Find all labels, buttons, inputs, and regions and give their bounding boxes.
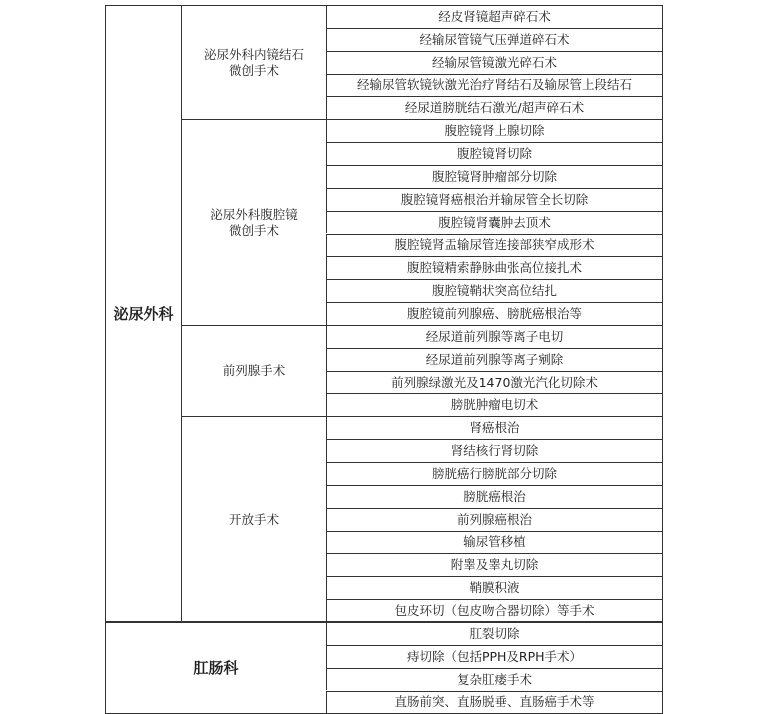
- procedure-name: 腹腔镜肾癌根治并输尿管全长切除: [400, 191, 589, 207]
- department-name: 肛肠科: [193, 659, 239, 678]
- procedure-cell: [326, 348, 662, 371]
- procedure-cell: [326, 668, 662, 691]
- procedure-name: 膀胱癌根治: [463, 488, 526, 504]
- procedure-name: 经皮肾镜超声碎石术: [438, 8, 551, 24]
- procedure-name: 鞘膜积液: [469, 580, 520, 596]
- group-name-line: 泌尿外科内镜结石: [203, 46, 304, 62]
- procedure-name: 肛裂切除: [469, 625, 520, 641]
- procedure-cell: [326, 599, 662, 622]
- procedure-cell: [326, 371, 662, 394]
- procedure-name: 腹腔镜前列腺癌、膀胱癌根治等: [406, 305, 582, 321]
- procedure-name: 腹腔镜肾切除: [456, 146, 532, 162]
- procedure-name: 腹腔镜肾上腺切除: [444, 123, 545, 139]
- procedure-name: 经输尿管镜激光碎石术: [431, 54, 557, 70]
- procedure-name: 经输尿管软镜钬激光治疗肾结石及输尿管上段结石: [356, 77, 632, 93]
- procedure-cell: [326, 393, 662, 416]
- procedure-name: 前列腺癌根治: [456, 511, 532, 527]
- group-cell: [181, 5, 326, 119]
- procedure-cell: [326, 439, 662, 462]
- procedure-cell: [326, 325, 662, 348]
- procedure-cell: [326, 508, 662, 531]
- procedure-name: 膀胱肿瘤电切术: [450, 397, 539, 413]
- procedure-name: 痔切除（包括PPH及RPH手术）: [406, 648, 583, 664]
- procedure-cell: [326, 302, 662, 325]
- procedure-cell: [326, 576, 662, 599]
- procedure-name: 腹腔镜肾囊肿去顶术: [438, 214, 551, 230]
- table-right-border: [662, 5, 663, 713]
- procedure-cell: [326, 462, 662, 485]
- procedure-cell: [326, 142, 662, 165]
- procedure-cell: [326, 96, 662, 119]
- group-name-line: 开放手术: [228, 511, 279, 527]
- procedure-cell: [326, 416, 662, 439]
- procedure-cell: [326, 645, 662, 668]
- group-name-line: 微创手术: [228, 222, 279, 238]
- procedure-cell: [326, 165, 662, 188]
- procedure-name: 直肠前突、直肠脱垂、直肠癌手术等: [394, 694, 595, 710]
- group-name-line: 泌尿外科腹腔镜: [210, 206, 298, 222]
- procedure-name: 膀胱癌行膀胱部分切除: [431, 465, 557, 481]
- procedure-name: 前列腺绿激光及1470激光汽化切除术: [391, 374, 598, 390]
- procedure-cell: [326, 188, 662, 211]
- procedure-cell: [326, 622, 662, 645]
- procedure-cell: [326, 256, 662, 279]
- procedure-name: 经尿道前列腺等离子电切: [425, 328, 564, 344]
- group-cell: [181, 416, 326, 622]
- procedure-cell: [326, 119, 662, 142]
- procedure-name: 腹腔镜精索静脉曲张高位接扎术: [406, 260, 582, 276]
- group-cell: [181, 119, 326, 325]
- procedure-name: 附睾及睾丸切除: [450, 557, 539, 573]
- procedure-cell: [326, 211, 662, 234]
- group-name-line: 前列腺手术: [222, 363, 286, 379]
- procedure-cell: [326, 51, 662, 74]
- department-cell: [105, 622, 326, 713]
- procedure-name: 输尿管移植: [463, 534, 526, 550]
- procedure-name: 经尿道前列腺等离子剜除: [425, 351, 564, 367]
- group-cell: [181, 325, 326, 416]
- procedure-name: 腹腔镜肾盂输尿管连接部狭窄成形术: [394, 237, 595, 253]
- procedure-cell: [326, 28, 662, 51]
- procedure-cell: [326, 485, 662, 508]
- procedure-name: 包皮环切（包皮吻合器切除）等手术: [394, 603, 595, 619]
- procedure-cell: [326, 279, 662, 302]
- procedure-cell: [326, 74, 662, 97]
- procedure-cell: [326, 5, 662, 28]
- procedure-name: 腹腔镜鞘状突高位结扎: [431, 283, 557, 299]
- procedure-name: 肾癌根治: [469, 420, 520, 436]
- procedure-name: 肾结核行肾切除: [450, 443, 539, 459]
- procedure-name: 经输尿管镜气压弹道碎石术: [419, 31, 570, 47]
- procedure-cell: [326, 531, 662, 554]
- group-name-line: 微创手术: [228, 62, 279, 78]
- procedure-name: 复杂肛瘘手术: [456, 671, 532, 687]
- procedure-cell: [326, 553, 662, 576]
- procedure-cell: [326, 234, 662, 257]
- department-name: 泌尿外科: [113, 304, 174, 323]
- procedure-name: 腹腔镜肾肿瘤部分切除: [431, 168, 557, 184]
- procedure-name: 经尿道膀胱结石激光/超声碎石术: [404, 100, 585, 116]
- department-cell: [105, 5, 181, 622]
- procedure-cell: [326, 691, 662, 714]
